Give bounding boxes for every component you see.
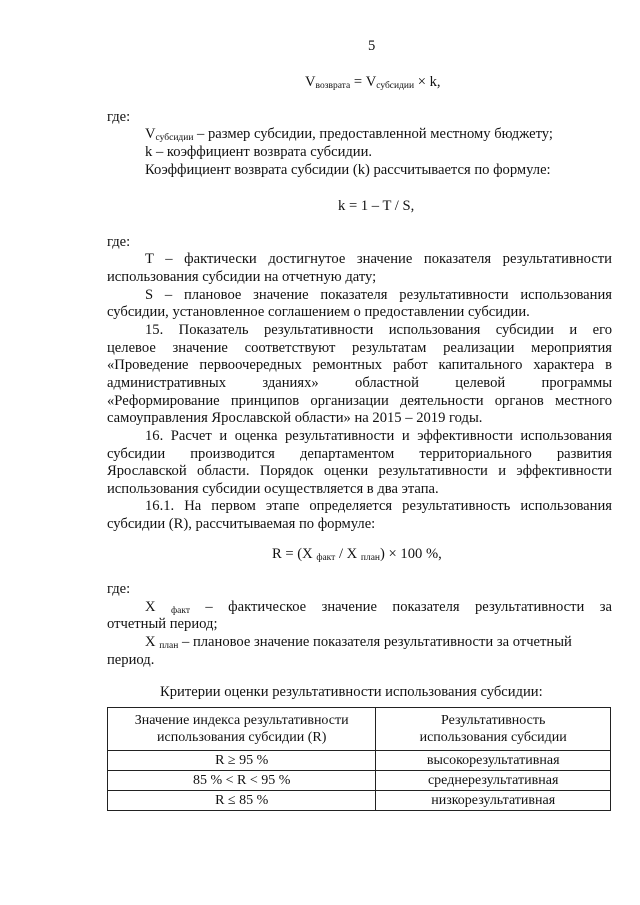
p16-line-4: использования субсидии осуществляется в два этапа. [107,481,439,497]
p15-line-6: самоуправления Ярославской области» на 2015 – 2019 годы. [107,410,483,426]
def-v-subsidy [145,125,553,143]
def-xplan-line-2: период. [107,652,155,668]
header-effectiveness-line-1: Результативность [441,713,546,728]
def-xplan-sub: план [159,641,179,651]
formula-r-mid: / X [335,546,361,562]
p15-line-1: 15. Показатель результативности использования субсидии и его [145,322,612,338]
table-title: Критерии оценки результативности использования субсидии: [160,684,543,700]
header-index-value [108,708,376,751]
def-xplan-line-1 [145,633,572,651]
where-label-3: где: [107,581,131,597]
where-label-2: где: [107,234,131,250]
def-t-line-1: T – фактически достигнутое значение показателя результативности [145,251,612,267]
header-index-line-2: использования субсидии (R) [157,730,327,745]
p15-line-4: административных зданиях» областной целевой программы [107,375,612,391]
table-row [108,771,611,791]
p161-line-2: субсидии (R), рассчитываемая по формуле: [107,516,376,532]
table-cell-range: R ≥ 95 % [108,751,376,771]
formula-r [272,545,442,563]
p161-line-1: 16.1. На первом этапе определяется результативность использования [145,498,612,514]
def-xplan-text: – плановое значение показателя результативности за отчетный [178,634,572,650]
formula-return-v-sub: возврата [315,81,351,91]
def-xfact-line-2: отчетный период; [107,616,218,632]
table-cell-range: R ≤ 85 % [108,791,376,811]
table-cell-rating: среднерезультативная [376,771,611,791]
table-header-row [108,708,611,751]
table-row [108,791,611,811]
p15-line-5: «Реформирование принципов организации деятельности органов местного [107,393,612,409]
table-cell-rating: низкорезультативная [376,791,611,811]
page-number: 5 [368,38,376,54]
def-xfact-text: – фактическое значение показателя результативности за [190,599,612,615]
p16-line-1: 16. Расчет и оценка результативности и эффективности использования [145,428,612,444]
where-label-1: где: [107,109,131,125]
table-cell-range: 85 % < R < 95 % [108,771,376,791]
table-cell-rating: высокорезультативная [376,751,611,771]
formula-r-sub-fact: факт [316,553,336,563]
header-index-line-1: Значение индекса результативности [134,713,349,728]
p16-line-2: субсидии производится департаментом территориального развития [107,446,612,462]
p15-line-3: «Проведение первоочередных ремонтных работ капитального характера в [107,357,612,373]
formula-return-eq: = V [350,74,377,90]
table-row [108,751,611,771]
formula-return-tail: × k, [414,74,441,90]
def-xfact-x: X [145,599,171,615]
p15-line-2: целевое значение соответствуют результатам реализации мероприятия [107,340,612,356]
def-k: k – коэффициент возврата субсидии. [145,144,373,160]
def-t-line-2: использования субсидии на отчетную дату; [107,269,377,285]
criteria-table [107,707,611,811]
formula-k: k = 1 – T / S, [338,198,415,214]
formula-r-sub-plan: план [360,553,381,563]
def-v-sub: субсидии [155,133,194,143]
formula-r-tail: ) × 100 %, [380,546,442,562]
def-xfact-line-1 [145,598,612,616]
def-xfact-sub: факт [170,606,190,616]
formula-r-head: R = (X [272,546,317,562]
formula-return-s-sub: субсидии [376,81,415,91]
def-v-symbol: V [145,126,156,142]
def-xplan-x: X [145,634,160,650]
formula-return-v: V [305,74,316,90]
def-s-line-2: субсидии, установленное соглашением о предоставлении субсидии. [107,304,530,320]
header-effectiveness-line-2: использования субсидии [419,730,567,745]
header-effectiveness [376,708,611,751]
def-v-text: – размер субсидии, предоставленной местному бюджету; [193,126,553,142]
k-intro: Коэффициент возврата субсидии (k) рассчитывается по формуле: [145,162,551,178]
formula-return [305,73,441,91]
def-s-line-1: S – плановое значение показателя результативности использования [145,287,612,303]
p16-line-3: Ярославской области. Порядок оценки результативности и эффективности [107,463,612,479]
